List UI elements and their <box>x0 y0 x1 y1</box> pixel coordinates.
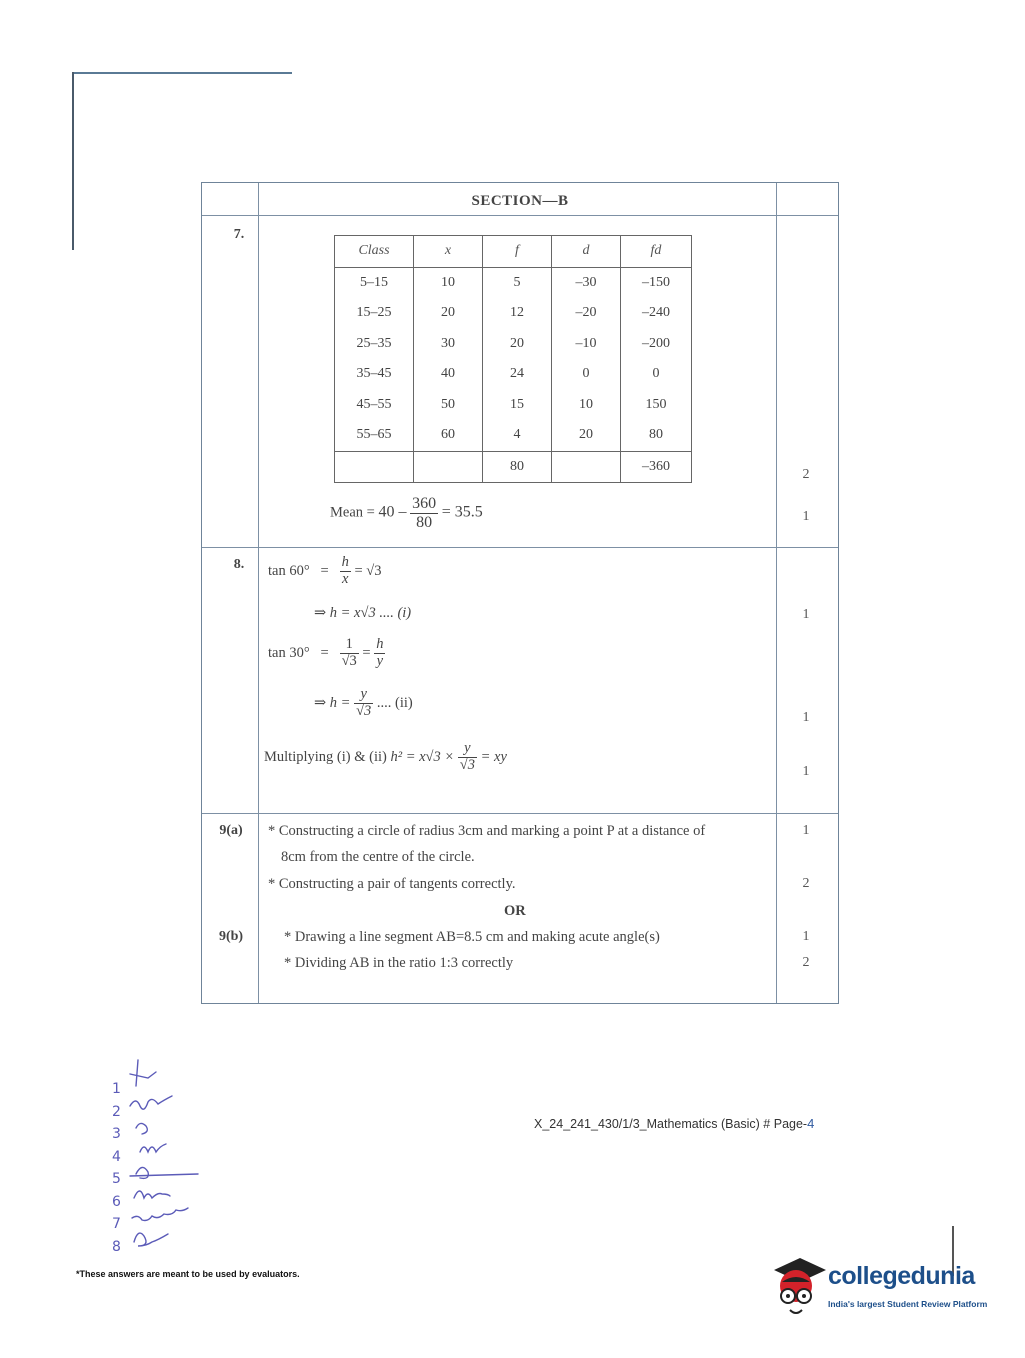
table-total-row <box>335 451 692 483</box>
header-class: Class <box>335 236 414 268</box>
cell-fd: –200 <box>621 329 692 360</box>
cell-fd: –150 <box>621 267 692 298</box>
mark-q8-3: 1 <box>802 764 810 779</box>
multiplying-lead: Multiplying (i) & (ii) <box>264 748 387 765</box>
cell-fd: 150 <box>621 390 692 421</box>
h-eq-lead: ⇒ h = <box>314 694 351 711</box>
signature-scribbles-icon <box>108 1058 218 1258</box>
question-number-9b: 9(b) <box>218 929 244 944</box>
tan30-equals: = <box>320 644 329 661</box>
mark-q9b-1: 1 <box>802 929 810 944</box>
header-fd: fd <box>621 236 692 268</box>
question-number-9a: 9(a) <box>219 823 243 838</box>
scan-edge-left <box>72 72 74 250</box>
cell-f: 5 <box>483 267 552 298</box>
mark-q9a-2: 2 <box>802 876 810 891</box>
total-d <box>552 451 621 483</box>
frequency-table <box>334 235 692 483</box>
mark-q7-table: 2 <box>802 467 810 482</box>
header-f: f <box>483 236 552 268</box>
cell-fd: –240 <box>621 298 692 329</box>
footer-code-text: X_24_241_430/1/3_Mathematics (Basic) # Page- <box>534 1117 808 1131</box>
multiplying-den: √3 <box>459 756 475 773</box>
table-header-row <box>335 236 692 268</box>
table-row <box>335 267 692 298</box>
mean-result: = 35.5 <box>441 503 483 521</box>
table-row <box>335 298 692 329</box>
q8-line-h-eq-ii <box>314 687 413 720</box>
multiplying-fraction <box>458 741 477 774</box>
cell-class: 55–65 <box>335 420 414 451</box>
evaluator-number: 1 <box>112 1081 121 1097</box>
multiplying-expr: h² = x√3 × <box>390 748 455 765</box>
mean-lead: 40 – <box>378 503 407 521</box>
logo-tagline: India's largest Student Review Platform <box>828 1299 988 1309</box>
q9a-line1: * Constructing a circle of radius 3cm and marking a point P at a distance of <box>268 823 706 839</box>
tan30-fraction-2 <box>374 637 385 670</box>
table-row <box>335 420 692 451</box>
or-separator: OR <box>504 903 526 919</box>
scan-edge-top <box>72 72 292 74</box>
cell-x: 60 <box>414 420 483 451</box>
evaluator-number-list <box>112 1078 121 1258</box>
mean-numerator: 360 <box>412 495 437 512</box>
q9a-line2: 8cm from the centre of the circle. <box>281 849 475 865</box>
total-f: 80 <box>483 451 552 483</box>
mean-formula <box>330 495 483 531</box>
q9b-line2: * Dividing AB in the ratio 1:3 correctly <box>284 955 514 971</box>
cell-d: –30 <box>552 267 621 298</box>
cell-class: 15–25 <box>335 298 414 329</box>
cell-x: 10 <box>414 267 483 298</box>
table-row <box>335 329 692 360</box>
h-eq-tail: .... (ii) <box>376 694 413 711</box>
footer-paper-code <box>534 1116 814 1131</box>
total-fd: –360 <box>621 451 692 483</box>
mark-q8-1: 1 <box>802 607 810 622</box>
mean-fraction <box>410 495 438 531</box>
mascot-icon <box>770 1252 828 1322</box>
cell-f: 24 <box>483 359 552 390</box>
tan60-equals: = <box>320 562 329 579</box>
tan30-den2: y <box>376 652 384 669</box>
evaluator-note: *These answers are meant to be used by evaluators. <box>76 1269 300 1279</box>
footer-page-number: 4 <box>807 1116 815 1131</box>
tan60-fraction <box>340 555 351 588</box>
q8-line-tan30 <box>268 637 385 670</box>
cell-f: 4 <box>483 420 552 451</box>
tan30-mid: = <box>362 644 371 661</box>
cell-fd: 80 <box>621 420 692 451</box>
evaluator-number: 8 <box>112 1238 121 1255</box>
evaluator-number: 4 <box>112 1148 121 1165</box>
logo-wordmark: collegedunia <box>828 1262 975 1290</box>
evaluator-signatures <box>108 1058 218 1258</box>
row-divider-q7 <box>202 547 838 548</box>
tan30-den1: √3 <box>341 652 357 669</box>
row-divider-header <box>202 215 838 216</box>
q9b-line1: * Drawing a line segment AB=8.5 cm and making acute angle(s) <box>284 929 660 945</box>
tan30-fraction-1 <box>340 637 359 670</box>
cell-d: –10 <box>552 329 621 360</box>
evaluator-number: 2 <box>112 1103 121 1120</box>
tan30-num2: h <box>376 636 384 652</box>
tan60-den: x <box>341 570 349 587</box>
mean-label: Mean = <box>330 504 375 521</box>
multiplying-num: y <box>458 741 477 758</box>
q8-line-tan60 <box>268 555 381 588</box>
multiplying-tail: = xy <box>480 748 507 765</box>
mark-q7-mean: 1 <box>802 509 810 524</box>
q8-line-h-eq-i: ⇒ h = x√3 .... (i) <box>314 605 412 621</box>
row-divider-q8 <box>202 813 838 814</box>
h-eq-den: √3 <box>356 702 372 719</box>
cell-x: 30 <box>414 329 483 360</box>
cell-f: 12 <box>483 298 552 329</box>
cell-x: 40 <box>414 359 483 390</box>
cell-x: 20 <box>414 298 483 329</box>
evaluator-number: 7 <box>112 1216 121 1232</box>
h-eq-fraction <box>354 687 373 720</box>
mean-denominator: 80 <box>416 513 433 531</box>
evaluator-number: 3 <box>112 1126 121 1142</box>
h-eq-num: y <box>354 687 373 704</box>
header-x: x <box>414 236 483 268</box>
mark-q9a-1: 1 <box>802 823 810 838</box>
evaluator-number: 6 <box>112 1193 121 1210</box>
tan30-label: tan 30° <box>268 644 310 661</box>
cell-fd: 0 <box>621 359 692 390</box>
cell-d: –20 <box>552 298 621 329</box>
section-title: SECTION—B <box>471 193 569 209</box>
header-d: d <box>552 236 621 268</box>
total-class <box>335 451 414 483</box>
tan60-label: tan 60° <box>268 562 310 579</box>
table-row <box>335 390 692 421</box>
mark-q9b-2: 2 <box>802 955 810 970</box>
cell-class: 5–15 <box>335 267 414 298</box>
cell-class: 25–35 <box>335 329 414 360</box>
q8-line-multiplying <box>264 741 507 774</box>
tan60-num: h <box>341 554 349 570</box>
cell-class: 45–55 <box>335 390 414 421</box>
cell-x: 50 <box>414 390 483 421</box>
tan60-rhs: = √3 <box>354 562 382 579</box>
cell-d: 10 <box>552 390 621 421</box>
question-number-7: 7. <box>233 227 245 242</box>
column-divider-qno <box>258 183 259 1003</box>
question-number-8: 8. <box>233 557 245 572</box>
collegedunia-logo <box>770 1252 1000 1322</box>
cell-d: 20 <box>552 420 621 451</box>
tan30-num1: 1 <box>340 637 359 654</box>
cell-f: 15 <box>483 390 552 421</box>
mark-q8-2: 1 <box>802 710 810 725</box>
total-x <box>414 451 483 483</box>
cell-f: 20 <box>483 329 552 360</box>
evaluator-number: 5 <box>112 1171 121 1187</box>
q9a-line3: * Constructing a pair of tangents correctly. <box>268 876 516 892</box>
marking-scheme-frame <box>201 182 839 1004</box>
table-row <box>335 359 692 390</box>
cell-d: 0 <box>552 359 621 390</box>
cell-class: 35–45 <box>335 359 414 390</box>
